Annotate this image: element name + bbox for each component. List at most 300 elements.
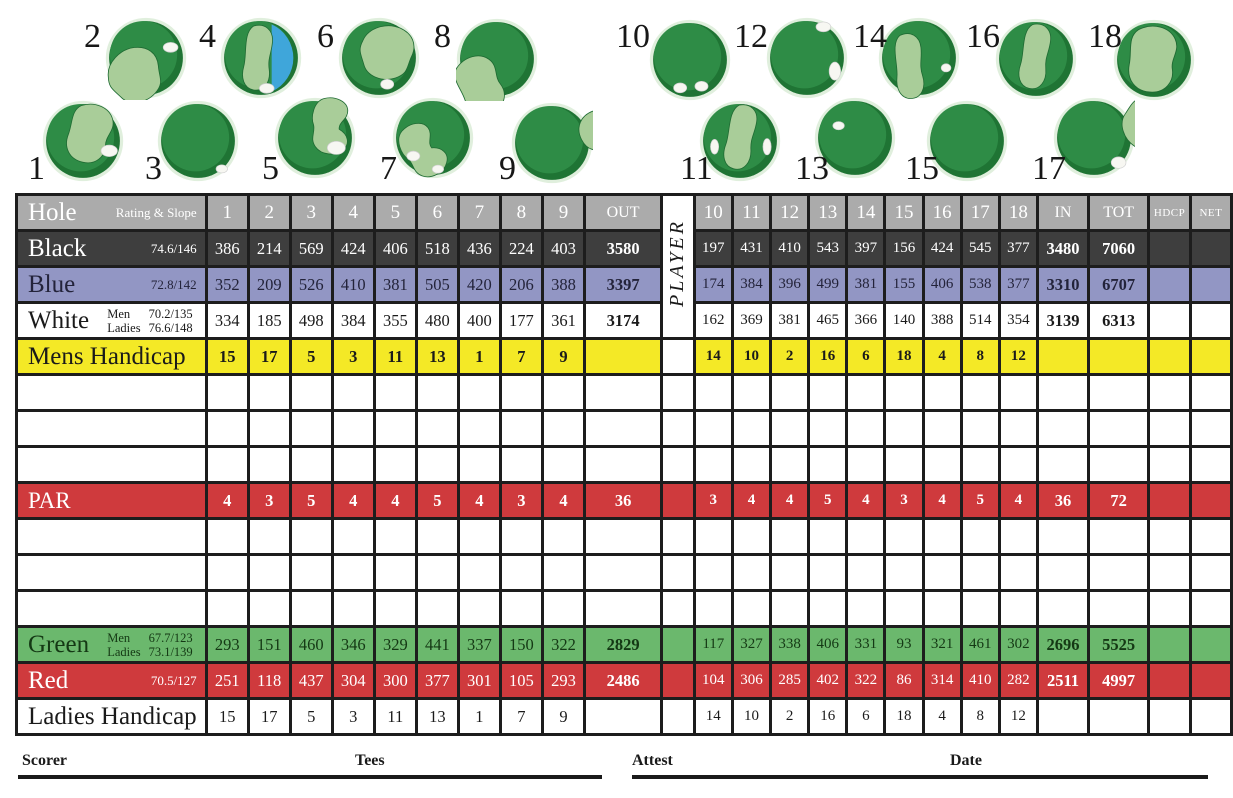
score-cell: [771, 591, 809, 627]
green-value-cell: 150: [500, 627, 542, 663]
black-value-cell: 224: [500, 231, 542, 267]
blue-value-cell: 209: [248, 267, 290, 303]
ladies-handicap-value-cell: 9: [542, 699, 584, 735]
hole-diagram-16: [966, 17, 1077, 101]
score-cell: [1038, 519, 1089, 555]
score-cell: [290, 447, 332, 483]
white-value-cell: 177: [500, 303, 542, 339]
white-value-cell: [1190, 303, 1231, 339]
score-cell: [290, 519, 332, 555]
black-value-cell: 406: [374, 231, 416, 267]
blue-value-cell: 499: [809, 267, 847, 303]
white-value-cell: 514: [961, 303, 999, 339]
blue-value-cell: 155: [885, 267, 923, 303]
score-cell: [542, 447, 584, 483]
hole-diagram-6: [317, 16, 420, 100]
player-column-cell: [662, 663, 695, 699]
green-diagram-icon: [1113, 18, 1195, 102]
hole-number-label: 8: [434, 18, 451, 55]
green-value-cell: 346: [332, 627, 374, 663]
white-value-cell: 480: [416, 303, 458, 339]
red-value-cell: 293: [542, 663, 584, 699]
hole-header-label: Hole: [28, 199, 77, 226]
mens-handicap-value-cell: [1088, 339, 1148, 375]
header-col-OUT: OUT: [584, 195, 661, 231]
blue-value-cell: 505: [416, 267, 458, 303]
row-label: Red: [28, 667, 69, 694]
score-cell: [847, 555, 885, 591]
green-value-cell: 460: [290, 627, 332, 663]
black-value-cell: 7060: [1088, 231, 1148, 267]
mens-handicap-row: [17, 339, 1232, 375]
row-label: Ladies Handicap: [28, 703, 197, 730]
score-cell: [248, 591, 290, 627]
score-cell: [1038, 447, 1089, 483]
green-value-cell: 331: [847, 627, 885, 663]
red-value-cell: 300: [374, 663, 416, 699]
score-cell: [416, 519, 458, 555]
score-cell: [248, 519, 290, 555]
score-cell: [885, 375, 923, 411]
row-label: Green: [28, 631, 90, 658]
score-cell: [847, 591, 885, 627]
blue-value-cell: 384: [732, 267, 770, 303]
ladies-handicap-label-cell: [17, 699, 207, 735]
score-cell: [374, 519, 416, 555]
ladies-handicap-value-cell: 8: [961, 699, 999, 735]
tee-rating-slope: Men 67.7/123 Ladies 73.1/139: [107, 630, 193, 659]
mens-handicap-value-cell: 4: [923, 339, 961, 375]
blue-value-cell: 6707: [1088, 267, 1148, 303]
par-value-cell: 4: [542, 483, 584, 519]
header-col-14: 14: [847, 195, 885, 231]
score-cell: [1149, 375, 1191, 411]
mens-handicap-value-cell: 16: [809, 339, 847, 375]
score-cell: [542, 411, 584, 447]
par-value-cell: 3: [248, 483, 290, 519]
par-value-cell: 5: [416, 483, 458, 519]
black-value-cell: 436: [458, 231, 500, 267]
score-cell: [374, 411, 416, 447]
score-cell: [809, 591, 847, 627]
mens-handicap-value-cell: 12: [999, 339, 1037, 375]
score-entry-row: [17, 447, 1232, 483]
header-col-8: 8: [500, 195, 542, 231]
green-diagram-icon: [766, 16, 848, 100]
hole-number-label: 15: [905, 150, 939, 187]
par-value-cell: 4: [732, 483, 770, 519]
hole-diagram-3: [145, 99, 239, 187]
white-value-cell: 162: [694, 303, 732, 339]
ladies-handicap-value-cell: [1088, 699, 1148, 735]
white-row: [17, 303, 1232, 339]
red-value-cell: 301: [458, 663, 500, 699]
hole-diagram-4: [199, 16, 302, 100]
score-cell: [332, 519, 374, 555]
header-col-2: 2: [248, 195, 290, 231]
score-cell: [1190, 555, 1231, 591]
tee-rating-slope: 74.6/146: [150, 240, 197, 256]
ladies-handicap-value-cell: 3: [332, 699, 374, 735]
header-col-1: 1: [206, 195, 248, 231]
tees-label: Tees: [355, 752, 385, 769]
header-col-5: 5: [374, 195, 416, 231]
white-value-cell: [1149, 303, 1191, 339]
green-value-cell: 327: [732, 627, 770, 663]
score-cell: [1088, 411, 1148, 447]
green-diagram-icon: [456, 17, 538, 101]
score-entry-row: [17, 375, 1232, 411]
mens-handicap-value-cell: [1190, 339, 1231, 375]
score-cell: [809, 555, 847, 591]
score-cell: [771, 375, 809, 411]
black-value-cell: 518: [416, 231, 458, 267]
row-label: Blue: [28, 271, 76, 298]
hole-number-label: 17: [1032, 150, 1066, 187]
score-cell: [1149, 411, 1191, 447]
par-value-cell: 3: [500, 483, 542, 519]
tee-rating-slope: 72.8/142: [150, 276, 197, 292]
hole-number-label: 18: [1088, 18, 1122, 55]
black-value-cell: 397: [847, 231, 885, 267]
ladies-handicap-value-cell: 18: [885, 699, 923, 735]
hole-diagram-17: [1032, 96, 1135, 187]
score-cell: [961, 411, 999, 447]
tee-rating-slope: 70.5/127: [150, 672, 197, 688]
red-row: [17, 663, 1232, 699]
header-col-17: 17: [961, 195, 999, 231]
mens-handicap-value-cell: 2: [771, 339, 809, 375]
empty-label-cell: [17, 375, 207, 411]
score-cell: [206, 555, 248, 591]
tee-rating-slope: Men 70.2/135 Ladies 76.6/148: [107, 306, 193, 335]
score-cell: [1038, 555, 1089, 591]
white-value-cell: 400: [458, 303, 500, 339]
mens-handicap-value-cell: 11: [374, 339, 416, 375]
score-cell: [542, 591, 584, 627]
mens-handicap-value-cell: 7: [500, 339, 542, 375]
hole-number-label: 10: [616, 18, 650, 55]
black-value-cell: 545: [961, 231, 999, 267]
black-value-cell: 156: [885, 231, 923, 267]
bunker-shape: [381, 79, 394, 89]
blue-label-cell: [17, 267, 207, 303]
score-cell: [732, 519, 770, 555]
score-cell: [923, 375, 961, 411]
black-value-cell: 377: [999, 231, 1037, 267]
score-cell: [999, 411, 1037, 447]
score-cell: [732, 411, 770, 447]
score-cell: [1038, 375, 1089, 411]
score-cell: [885, 555, 923, 591]
player-column-cell: [662, 591, 695, 627]
hole-number-label: 11: [680, 150, 713, 187]
player-column-cell: [662, 483, 695, 519]
score-cell: [1088, 447, 1148, 483]
black-value-cell: 424: [923, 231, 961, 267]
par-value-cell: [1190, 483, 1231, 519]
score-cell: [694, 411, 732, 447]
mens-handicap-value-cell: 15: [206, 339, 248, 375]
white-value-cell: 465: [809, 303, 847, 339]
score-cell: [885, 591, 923, 627]
score-cell: [885, 411, 923, 447]
green-value-cell: 117: [694, 627, 732, 663]
hole-number-label: 3: [145, 150, 162, 187]
score-cell: [584, 447, 661, 483]
black-value-cell: 410: [771, 231, 809, 267]
red-value-cell: 105: [500, 663, 542, 699]
score-cell: [1190, 411, 1231, 447]
red-value-cell: 282: [999, 663, 1037, 699]
score-cell: [809, 375, 847, 411]
white-value-cell: 355: [374, 303, 416, 339]
score-cell: [584, 555, 661, 591]
ladies-handicap-value-cell: [1149, 699, 1191, 735]
white-value-cell: 140: [885, 303, 923, 339]
player-column-cell: [662, 555, 695, 591]
player-label: PLAYER: [666, 219, 689, 308]
green-diagram-icon: [42, 99, 124, 183]
red-label-cell: [17, 663, 207, 699]
blue-value-cell: [1190, 267, 1231, 303]
score-cell: [416, 591, 458, 627]
score-cell: [1190, 591, 1231, 627]
score-cell: [923, 519, 961, 555]
score-cell: [332, 591, 374, 627]
score-cell: [374, 591, 416, 627]
black-value-cell: 3580: [584, 231, 661, 267]
hole-diagram-15: [905, 99, 1008, 187]
score-cell: [248, 447, 290, 483]
score-cell: [1149, 591, 1191, 627]
empty-label-cell: [17, 555, 207, 591]
score-cell: [847, 375, 885, 411]
red-value-cell: 251: [206, 663, 248, 699]
scorer-label: Scorer: [22, 752, 68, 769]
score-cell: [500, 447, 542, 483]
score-cell: [732, 555, 770, 591]
score-cell: [206, 447, 248, 483]
score-cell: [1190, 447, 1231, 483]
black-value-cell: 214: [248, 231, 290, 267]
par-value-cell: 5: [809, 483, 847, 519]
score-cell: [458, 447, 500, 483]
score-cell: [1149, 519, 1191, 555]
bunker-shape: [327, 141, 345, 154]
par-value-cell: [1149, 483, 1191, 519]
ladies-handicap-value-cell: 2: [771, 699, 809, 735]
score-cell: [416, 447, 458, 483]
score-cell: [584, 519, 661, 555]
header-col-NET: NET: [1190, 195, 1231, 231]
player-column-cell: [662, 375, 695, 411]
ladies-handicap-row: [17, 699, 1232, 735]
score-cell: [1088, 591, 1148, 627]
empty-label-cell: [17, 447, 207, 483]
score-cell: [1149, 447, 1191, 483]
green-value-cell: [1149, 627, 1191, 663]
ladies-handicap-value-cell: 15: [206, 699, 248, 735]
header-col-TOT: TOT: [1088, 195, 1148, 231]
green-value-cell: 338: [771, 627, 809, 663]
score-cell: [771, 555, 809, 591]
score-cell: [1190, 519, 1231, 555]
green-value-cell: 321: [923, 627, 961, 663]
green-value-cell: 322: [542, 627, 584, 663]
ladies-handicap-value-cell: [1038, 699, 1089, 735]
white-value-cell: 361: [542, 303, 584, 339]
bunker-shape: [829, 62, 840, 80]
score-cell: [500, 519, 542, 555]
score-cell: [458, 375, 500, 411]
score-cell: [500, 591, 542, 627]
score-cell: [923, 447, 961, 483]
score-cell: [584, 375, 661, 411]
mens-handicap-value-cell: [584, 339, 661, 375]
score-cell: [374, 375, 416, 411]
header-col-IN: IN: [1038, 195, 1089, 231]
bunker-shape: [259, 83, 274, 93]
score-cell: [732, 375, 770, 411]
table-header-row: [17, 195, 1232, 231]
red-value-cell: 306: [732, 663, 770, 699]
hole-number-label: 4: [199, 18, 216, 55]
par-value-cell: 72: [1088, 483, 1148, 519]
ladies-handicap-value-cell: 17: [248, 699, 290, 735]
score-cell: [500, 411, 542, 447]
hole-diagram-10: [616, 18, 731, 102]
score-entry-row: [17, 411, 1232, 447]
bunker-shape: [695, 81, 708, 91]
bunker-shape: [407, 151, 420, 161]
score-cell: [847, 447, 885, 483]
score-cell: [332, 447, 374, 483]
bunker-shape: [216, 165, 227, 173]
red-value-cell: 437: [290, 663, 332, 699]
white-value-cell: 6313: [1088, 303, 1148, 339]
score-cell: [332, 375, 374, 411]
red-value-cell: 2486: [584, 663, 661, 699]
score-cell: [999, 519, 1037, 555]
green-value-cell: 2829: [584, 627, 661, 663]
ladies-handicap-value-cell: 4: [923, 699, 961, 735]
par-value-cell: 4: [847, 483, 885, 519]
score-cell: [374, 555, 416, 591]
mens-handicap-value-cell: 18: [885, 339, 923, 375]
ladies-handicap-value-cell: 7: [500, 699, 542, 735]
hole-number-label: 7: [380, 150, 397, 187]
score-cell: [771, 411, 809, 447]
white-label-cell: [17, 303, 207, 339]
player-column-cell: [662, 411, 695, 447]
score-cell: [584, 411, 661, 447]
bunker-shape: [763, 139, 771, 155]
header-col-11: 11: [732, 195, 770, 231]
hole-number-label: 13: [795, 150, 829, 187]
mens-handicap-value-cell: 1: [458, 339, 500, 375]
hole-number-label: 9: [499, 150, 516, 187]
black-value-cell: 424: [332, 231, 374, 267]
bunker-shape: [1111, 157, 1126, 168]
par-value-cell: 4: [771, 483, 809, 519]
mens-handicap-label-cell: [17, 339, 207, 375]
red-value-cell: 4997: [1088, 663, 1148, 699]
par-value-cell: 36: [584, 483, 661, 519]
attest-signature-line: [632, 775, 1208, 779]
score-cell: [416, 375, 458, 411]
ladies-handicap-value-cell: 6: [847, 699, 885, 735]
green-value-cell: 2696: [1038, 627, 1089, 663]
score-cell: [542, 555, 584, 591]
player-column-cell: [662, 339, 695, 375]
hole-diagram-2: [84, 16, 187, 100]
white-value-cell: 3174: [584, 303, 661, 339]
score-cell: [694, 447, 732, 483]
blue-value-cell: 410: [332, 267, 374, 303]
green-diagram-icon: [511, 101, 593, 185]
score-entry-row: [17, 519, 1232, 555]
hole-diagram-8: [434, 17, 538, 101]
white-value-cell: 498: [290, 303, 332, 339]
bunker-shape: [101, 145, 117, 156]
score-cell: [416, 555, 458, 591]
black-value-cell: 569: [290, 231, 332, 267]
mens-handicap-value-cell: 10: [732, 339, 770, 375]
par-value-cell: 4: [999, 483, 1037, 519]
hole-diagram-9: [499, 101, 593, 187]
row-label: Black: [28, 235, 87, 262]
par-value-cell: 5: [961, 483, 999, 519]
ladies-handicap-value-cell: 12: [999, 699, 1037, 735]
header-col-10: 10: [694, 195, 732, 231]
bunker-shape: [833, 122, 844, 130]
blue-value-cell: 206: [500, 267, 542, 303]
score-cell: [694, 591, 732, 627]
bunker-shape: [674, 83, 687, 93]
blue-value-cell: 420: [458, 267, 500, 303]
blue-value-cell: 538: [961, 267, 999, 303]
header-col-15: 15: [885, 195, 923, 231]
score-cell: [847, 519, 885, 555]
score-cell: [847, 411, 885, 447]
ladies-handicap-value-cell: 5: [290, 699, 332, 735]
score-cell: [1038, 591, 1089, 627]
attest-label: Attest: [632, 752, 673, 769]
row-label: Mens Handicap: [28, 343, 186, 370]
green-diagram-icon: [274, 96, 356, 180]
score-cell: [771, 519, 809, 555]
score-cell: [290, 555, 332, 591]
score-cell: [999, 375, 1037, 411]
black-value-cell: 386: [206, 231, 248, 267]
score-cell: [290, 591, 332, 627]
par-row: [17, 483, 1232, 519]
green-value-cell: 406: [809, 627, 847, 663]
white-value-cell: 388: [923, 303, 961, 339]
black-row: [17, 231, 1232, 267]
mens-handicap-value-cell: 6: [847, 339, 885, 375]
green-diagram-icon: [105, 16, 187, 100]
bunker-shape: [432, 165, 443, 173]
green-value-cell: 302: [999, 627, 1037, 663]
score-entry-row: [17, 555, 1232, 591]
score-cell: [809, 519, 847, 555]
ladies-handicap-value-cell: [584, 699, 661, 735]
blue-value-cell: 377: [999, 267, 1037, 303]
score-cell: [332, 411, 374, 447]
header-col-HDCP: HDCP: [1149, 195, 1191, 231]
